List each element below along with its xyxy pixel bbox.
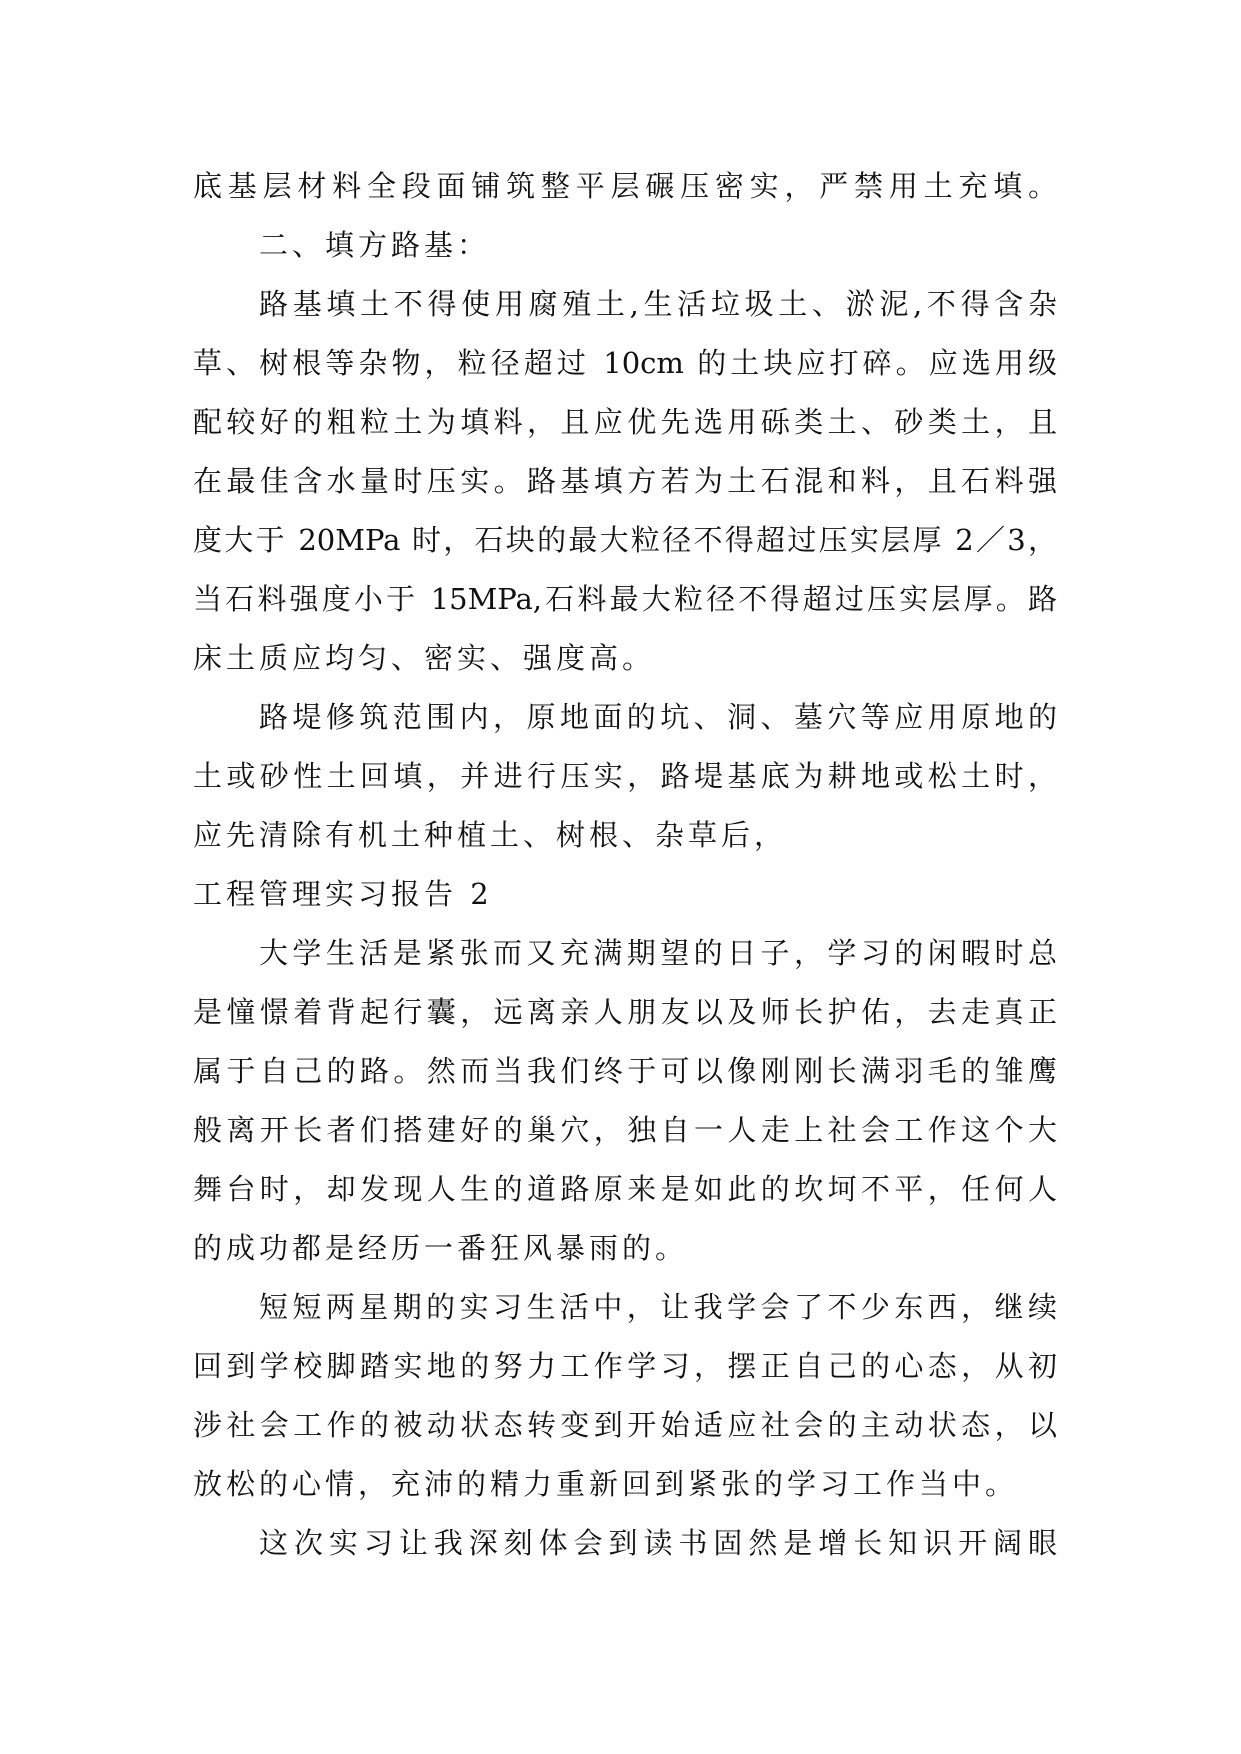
text-line: 涉社会工作的被动状态转变到开始适应社会的主动状态，以 <box>193 1408 1057 1442</box>
text-line: 土或砂性土回填，并进行压实，路堤基底为耕地或松土时， <box>193 759 1057 793</box>
text-line: 的成功都是经历一番狂风暴雨的。 <box>193 1231 689 1265</box>
text-line: 草、树根等杂物，粒径超过 10cm 的土块应打碎。应选用级 <box>193 346 1057 380</box>
text-line: 度大于 20MPa 时，石块的最大粒径不得超过压实层厚 2／3， <box>193 523 1057 557</box>
text-line: 底基层材料全段面铺筑整平层碾压密实，严禁用土充填。 <box>193 169 1057 203</box>
text-line: 舞台时，却发现人生的道路原来是如此的坎坷不平，任何人 <box>193 1172 1057 1206</box>
report-paragraph-3 <box>193 1514 1057 1573</box>
text-line: 般离开长者们搭建好的巢穴，独自一人走上社会工作这个大 <box>193 1113 1057 1147</box>
text-line: 属于自己的路。然而当我们终于可以像刚刚长满羽毛的雏鹰 <box>193 1054 1057 1088</box>
text-line: 路基填土不得使用腐殖土,生活垃圾土、淤泥,不得含杂 <box>259 287 1057 321</box>
continued-paragraph <box>193 157 1057 216</box>
text-line: 短短两星期的实习生活中，让我学会了不少东西，继续 <box>259 1290 1057 1324</box>
text-line: 这次实习让我深刻体会到读书固然是增长知识开阔眼 <box>259 1526 1057 1560</box>
text-line: 回到学校脚踏实地的努力工作学习，摆正自己的心态，从初 <box>193 1349 1057 1383</box>
text-line: 配较好的粗粒土为填料，且应优先选用砾类土、砂类土，且 <box>193 405 1057 439</box>
fill-paragraph-1 <box>193 275 1057 688</box>
document-body <box>193 157 1057 1573</box>
text-line: 当石料强度小于 15MPa,石料最大粒径不得超过压实层厚。路 <box>193 582 1057 616</box>
text-line: 是憧憬着背起行囊，远离亲人朋友以及师长护佑，去走真正 <box>193 995 1057 1029</box>
report-paragraph-2 <box>193 1278 1057 1514</box>
fill-paragraph-2 <box>193 688 1057 865</box>
text-line: 放松的心情，充沛的精力重新回到紧张的学习工作当中。 <box>193 1467 1019 1501</box>
text-line: 在最佳含水量时压实。路基填方若为土石混和料，且石料强 <box>193 464 1057 498</box>
text-line: 大学生活是紧张而又充满期望的日子，学习的闲暇时总 <box>259 936 1057 970</box>
text-line: 路堤修筑范围内，原地面的坑、洞、墓穴等应用原地的 <box>259 700 1057 734</box>
text-line: 应先清除有机土种植土、树根、杂草后， <box>193 818 788 852</box>
report-title: 工程管理实习报告 2 <box>193 877 493 911</box>
report-paragraph-1 <box>193 924 1057 1278</box>
section-subheading: 二、填方路基： <box>259 228 491 262</box>
text-line: 床土质应均匀、密实、强度高。 <box>193 641 656 675</box>
